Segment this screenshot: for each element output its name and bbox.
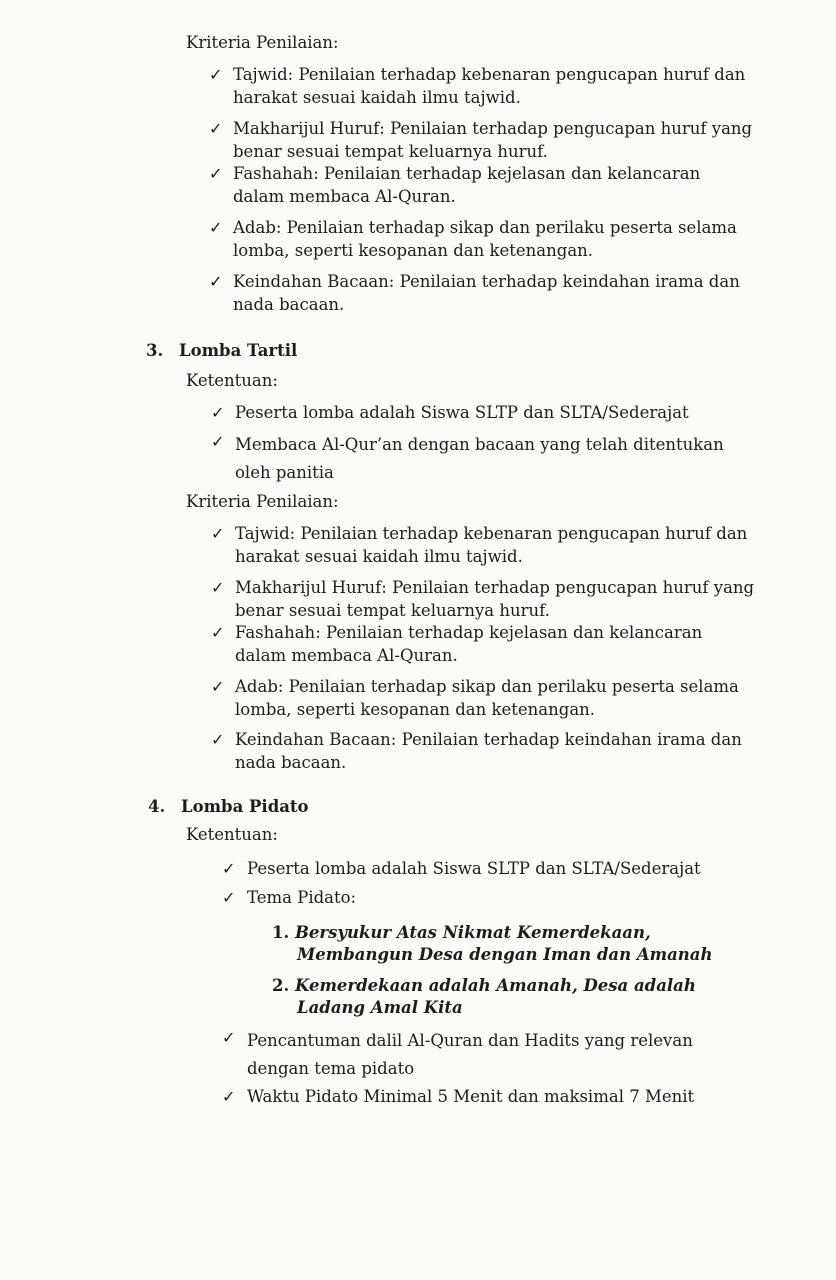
kriteria-label: Kriteria Penilaian: [186, 33, 339, 52]
check-icon: ✓ [211, 432, 225, 451]
ketentuan-item-waktu: Waktu Pidato Minimal 5 Menit dan maksimal 7 Menit [247, 1087, 695, 1106]
check-icon: ✓ [209, 218, 223, 237]
section-title: Lomba Pidato [180, 797, 309, 816]
check-icon: ✓ [211, 578, 225, 597]
ketentuan-item-dalil: Pencantuman dalil Al-Quran dan Hadits yang relevan dengan tema pidato [247, 1031, 693, 1078]
kriteria-item-adab: Adab: Penilaian terhadap sikap dan perilaku peserta selama lomba, seperti kesopanan dan ketenangan. [233, 218, 737, 260]
ketentuan-item-membaca: Membaca Al-Qur’an dengan bacaan yang telah ditentukan oleh panitia [235, 435, 724, 482]
section-title: Lomba Tartil [178, 341, 298, 360]
section-heading-pidato [148, 796, 309, 818]
check-icon: ✓ [222, 1087, 236, 1106]
ketentuan-item-tema: Tema Pidato: [247, 888, 357, 907]
ketentuan-item-peserta: Peserta lomba adalah Siswa SLTP dan SLTA/Sederajat [247, 859, 701, 878]
section-number: 4. [148, 797, 166, 816]
check-icon: ✓ [222, 888, 236, 907]
kriteria-item-makharijul: Makharijul Huruf: Penilaian terhadap pengucapan huruf yang benar sesuai tempat keluarnya huruf. [233, 119, 753, 161]
theme-number: 2. [272, 976, 290, 995]
ketentuan-item-peserta: Peserta lomba adalah Siswa SLTP dan SLTA/Sederajat [235, 403, 689, 422]
kriteria-item-tajwid: Tajwid: Penilaian terhadap kebenaran pengucapan huruf dan harakat sesuai kaidah ilmu tajwid. [235, 524, 748, 566]
check-icon: ✓ [222, 1028, 236, 1047]
check-icon: ✓ [211, 524, 225, 543]
kriteria-item-keindahan: Keindahan Bacaan: Penilaian terhadap keindahan irama dan nada bacaan. [233, 272, 740, 314]
section-number: 3. [146, 341, 164, 360]
theme-item-2: 2. Kemerdekaan adalah Amanah, Desa adalah Ladang Amal Kita [272, 976, 696, 1017]
theme-item-1: 1. Bersyukur Atas Nikmat Kemerdekaan, Membangun Desa dengan Iman dan Amanah [272, 923, 713, 964]
theme-number: 1. [272, 923, 290, 942]
check-icon: ✓ [222, 859, 236, 878]
check-icon: ✓ [211, 730, 225, 749]
kriteria-item-adab: Adab: Penilaian terhadap sikap dan perilaku peserta selama lomba, seperti kesopanan dan ketenangan. [235, 677, 739, 719]
section-heading-tartil [146, 340, 297, 362]
check-icon: ✓ [211, 623, 225, 642]
check-icon: ✓ [211, 403, 225, 422]
check-icon: ✓ [209, 272, 223, 291]
check-icon: ✓ [211, 677, 225, 696]
check-icon: ✓ [209, 164, 223, 183]
ketentuan-label: Ketentuan: [186, 825, 278, 844]
kriteria-item-fashahah: Fashahah: Penilaian terhadap kejelasan dan kelancaran dalam membaca Al-Quran. [233, 164, 701, 206]
kriteria-item-tajwid: Tajwid: Penilaian terhadap kebenaran pengucapan huruf dan harakat sesuai kaidah ilmu tajwid. [233, 65, 746, 107]
ketentuan-label: Ketentuan: [186, 371, 278, 390]
kriteria-item-fashahah: Fashahah: Penilaian terhadap kejelasan dan kelancaran dalam membaca Al-Quran. [235, 623, 703, 665]
kriteria-item-makharijul: Makharijul Huruf: Penilaian terhadap pengucapan huruf yang benar sesuai tempat keluarnya huruf. [235, 578, 755, 620]
kriteria-item-keindahan: Keindahan Bacaan: Penilaian terhadap keindahan irama dan nada bacaan. [235, 730, 742, 772]
kriteria-label: Kriteria Penilaian: [186, 492, 339, 511]
check-icon: ✓ [209, 119, 223, 138]
check-icon: ✓ [209, 65, 223, 84]
